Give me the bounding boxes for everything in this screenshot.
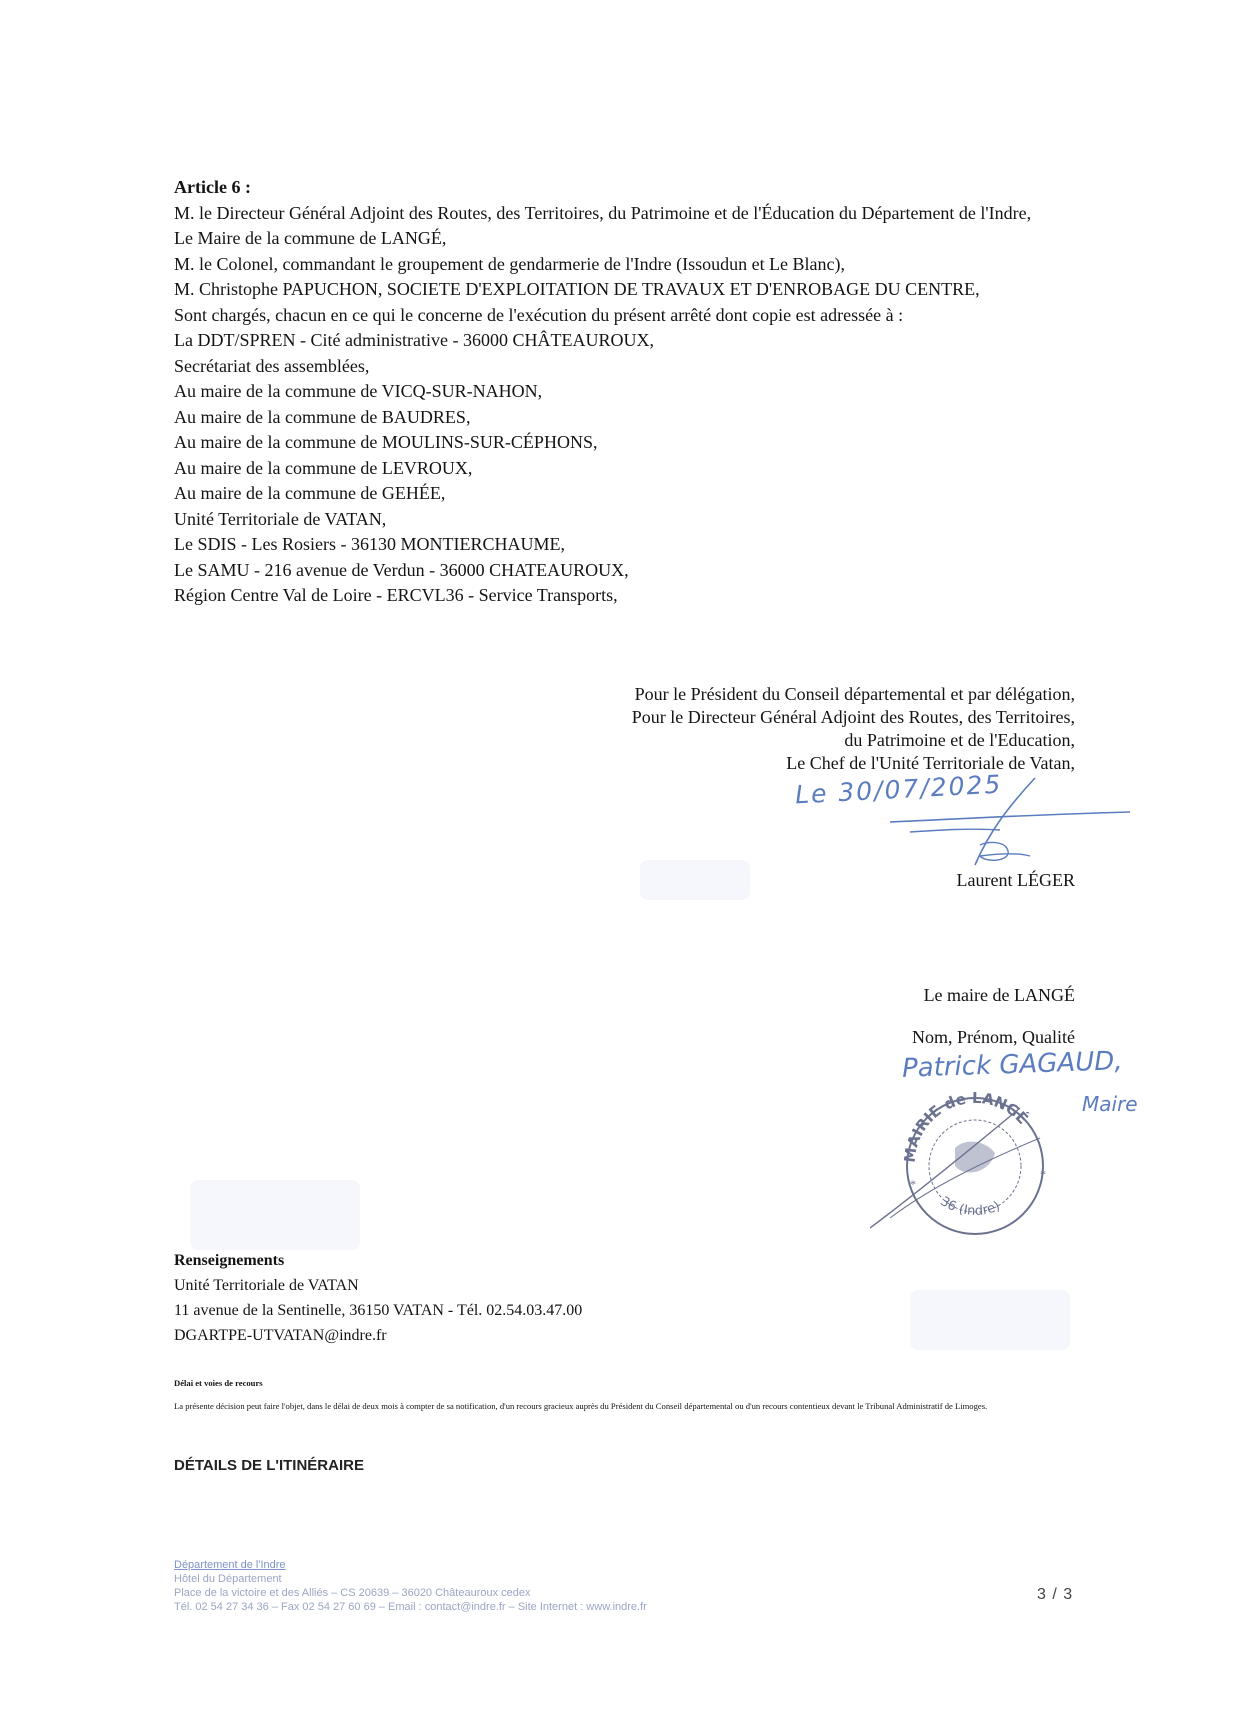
article-line: Secrétariat des assemblées,	[174, 355, 370, 376]
mairie-stamp	[870, 1078, 1090, 1238]
scan-artifact	[640, 860, 750, 900]
delegation-line: Pour le Directeur Général Adjoint des Routes, des Territoires,	[631, 707, 1075, 727]
mayor-handwritten-role: Maire	[1082, 1092, 1138, 1116]
page-number: 3 / 3	[1037, 1586, 1074, 1603]
article-line: Région Centre Val de Loire - ERCVL36 - Service Transports,	[174, 585, 618, 605]
stamp-bottom-text: 36 (Indre)	[937, 1194, 1003, 1219]
article-line: Sont chargés, chacun en ce qui le concerne de l'exécution du présent arrêté dont copie est adressée à :	[174, 304, 904, 325]
scan-artifact	[190, 1180, 360, 1250]
article-title: Article 6 :	[174, 177, 251, 197]
mayor-name-label: Nom, Prénom, Qualité	[912, 1027, 1075, 1047]
delegation-line: Pour le Président du Conseil départemental et par délégation,	[634, 684, 1075, 704]
article-line: Au maire de la commune de LEVROUX,	[174, 457, 473, 478]
article-line: Au maire de la commune de GEHÉE,	[174, 483, 446, 503]
article-line: M. Christophe PAPUCHON, SOCIETE D'EXPLOITATION DE TRAVAUX ET D'ENROBAGE DU CENTRE,	[174, 279, 980, 299]
article-line: M. le Colonel, commandant le groupement de gendarmerie de l'Indre (Issoudun et Le Blanc),	[174, 253, 846, 274]
article-line: M. le Directeur Général Adjoint des Routes, des Territoires, du Patrimoine et de l'Éducation du Département de l'Indre,	[174, 202, 1032, 223]
renseignements-line: 11 avenue de la Sentinelle, 36150 VATAN - Tél. 02.54.03.47.00	[174, 1302, 583, 1319]
footer-department: Département de l'Indre	[174, 1559, 286, 1571]
scan-artifact	[910, 1290, 1070, 1350]
handwritten-date: Le 30/07/2025	[794, 769, 1003, 810]
article-line: Le SDIS - Les Rosiers - 36130 MONTIERCHAUME,	[174, 534, 565, 554]
article-line: Au maire de la commune de MOULINS-SUR-CÉPHONS,	[174, 432, 598, 452]
footer-line: Hôtel du Département	[174, 1573, 282, 1585]
article-line: La DDT/SPREN - Cité administrative - 36000 CHÂTEAUROUX,	[174, 330, 654, 350]
recours-title: Délai et voies de recours	[174, 1378, 263, 1388]
delegation-block	[632, 683, 1075, 775]
itineraire-heading: DÉTAILS DE L'ITINÉRAIRE	[174, 1457, 364, 1474]
svg-text:36 (Indre)	[937, 1194, 1002, 1219]
delegation-line: du Patrimoine et de l'Education,	[844, 730, 1075, 750]
article-section	[174, 175, 1084, 609]
article-line: Le Maire de la commune de LANGÉ,	[174, 228, 447, 248]
renseignements-line: DGARTPE-UTVATAN@indre.fr	[174, 1327, 387, 1344]
mayor-handwritten-name: Patrick GAGAUD,	[901, 1046, 1123, 1084]
mayor-title: Le maire de LANGÉ	[923, 985, 1075, 1005]
signature-leger	[880, 770, 1140, 870]
svg-text:*: *	[1040, 1167, 1046, 1181]
article-line: Au maire de la commune de VICQ-SUR-NAHON,	[174, 381, 543, 401]
delegation-line: Le Chef de l'Unité Territoriale de Vatan,	[786, 753, 1075, 773]
renseignements-block	[174, 1248, 582, 1348]
page-footer	[174, 1558, 647, 1614]
svg-text:*: *	[910, 1177, 916, 1191]
signer-name: Laurent LÉGER	[956, 870, 1075, 890]
article-line: Unité Territoriale de VATAN,	[174, 508, 387, 529]
renseignements-line: Unité Territoriale de VATAN	[174, 1277, 359, 1294]
recours-text: La présente décision peut faire l'objet, dans le délai de deux mois à compter de sa notification, d'un recours gracieux auprès du Président du Conseil départemental ou d'un recours contentieux devant le Tribunal Administratif de Limoges.	[174, 1401, 988, 1411]
article-line: Au maire de la commune de BAUDRES,	[174, 406, 471, 427]
article-line: Le SAMU - 216 avenue de Verdun - 36000 CHATEAUROUX,	[174, 559, 629, 580]
footer-line: Place de la victoire et des Alliés – CS 20639 – 36020 Châteauroux cedex	[174, 1587, 531, 1599]
footer-line: Tél. 02 54 27 34 36 – Fax 02 54 27 60 69 – Email : contact@indre.fr – Site Internet : www.indre.fr	[174, 1601, 647, 1613]
stamp-top-text: MAIRIE de LANGÉ	[900, 1088, 1032, 1164]
renseignements-title: Renseignements	[174, 1252, 285, 1269]
recours-block	[174, 1372, 1094, 1418]
